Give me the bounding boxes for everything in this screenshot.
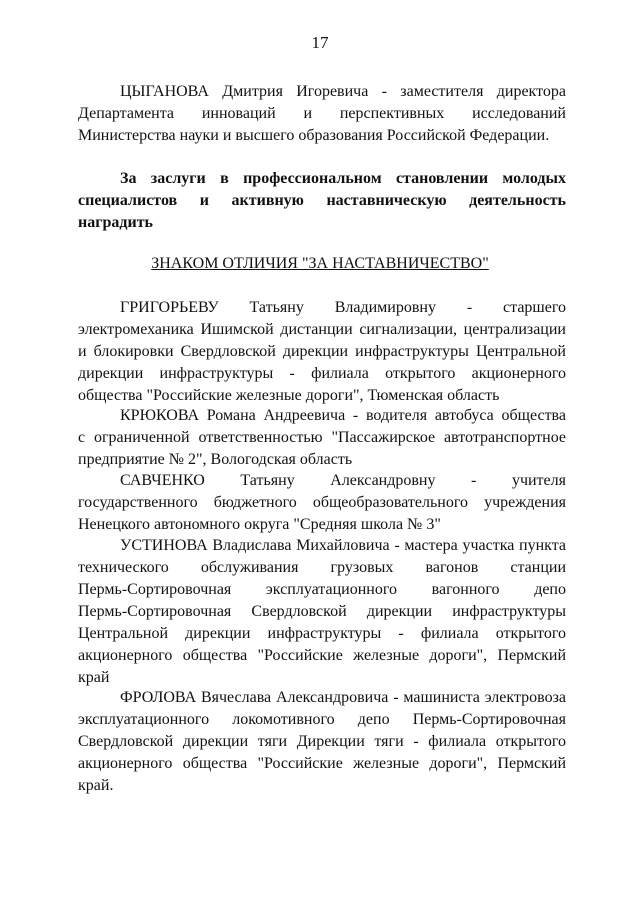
paragraph-tsyganov <box>78 81 566 147</box>
text-line: Министерства науки и высшего образования Российской Федерации. <box>78 127 550 144</box>
awardee-frolov <box>78 687 566 797</box>
text-line: УСТИНОВА Владислава Михайловича - мастера участка пункта <box>120 537 566 554</box>
text-line: электромеханика Ишимской дистанции сигнализации, централизации <box>78 321 566 338</box>
text-line: эксплуатационного локомотивного депо Пермь-Сортировочная <box>78 711 566 728</box>
text-line: Пермь-Сортировочная эксплуатационного вагонного депо <box>78 581 566 598</box>
text-line: специалистов и активную наставническую деятельность <box>78 192 566 209</box>
text-line: Пермь-Сортировочная Свердловской дирекции инфраструктуры <box>78 603 566 620</box>
text-line: наградить <box>78 214 154 231</box>
page-number: 17 <box>311 33 329 52</box>
text-line: край <box>78 669 110 686</box>
awardee-grigorieva <box>78 297 566 407</box>
award-title: ЗНАКОМ ОТЛИЧИЯ "ЗА НАСТАВНИЧЕСТВО" <box>151 255 489 272</box>
text-line: Департамента инноваций и перспективных исследований <box>78 105 566 122</box>
text-line: общества "Российские железные дороги", Тюменская область <box>78 387 500 404</box>
text-line: За заслуги в профессиональном становлении молодых <box>120 170 566 187</box>
text-line: технического обслуживания грузовых вагонов станции <box>78 559 566 576</box>
text-line: ЦЫГАНОВА Дмитрия Игоревича - заместителя директора <box>120 83 566 100</box>
text-line: государственного бюджетного общеобразовательного учреждения <box>78 494 566 511</box>
awardee-ustinov <box>78 535 566 689</box>
text-line: Свердловской дирекции тяги Дирекции тяги - филиала открытого <box>78 733 566 750</box>
text-line: САВЧЕНКО Татьяну Александровну - учителя <box>120 472 566 489</box>
text-line: предприятие № 2", Вологодская область <box>78 451 353 468</box>
text-line: акционерного общества "Российские железные дороги", Пермский <box>78 755 566 772</box>
awardee-savchenko <box>78 470 566 536</box>
text-line: и блокировки Свердловской дирекции инфраструктуры Центральной <box>78 343 566 360</box>
text-line: край. <box>78 777 114 794</box>
text-line: ГРИГОРЬЕВУ Татьяну Владимировну - старшего <box>120 299 566 316</box>
text-line: акционерного общества "Российские железные дороги", Пермский <box>78 647 566 664</box>
text-line: Ненецкого автономного округа "Средняя школа № 3" <box>78 516 441 533</box>
text-line: ФРОЛОВА Вячеслава Александровича - машиниста электровоза <box>120 689 566 706</box>
awardee-kryukov <box>78 405 566 471</box>
text-line: КРЮКОВА Романа Андреевича - водителя автобуса общества <box>120 407 566 424</box>
text-line: дирекции инфраструктуры - филиала открытого акционерного <box>78 365 566 382</box>
text-line: с ограниченной ответственностью "Пассажирское автотранспортное <box>78 429 566 446</box>
text-line: Центральной дирекции инфраструктуры - филиала открытого <box>78 625 566 642</box>
decree-paragraph <box>78 168 566 234</box>
